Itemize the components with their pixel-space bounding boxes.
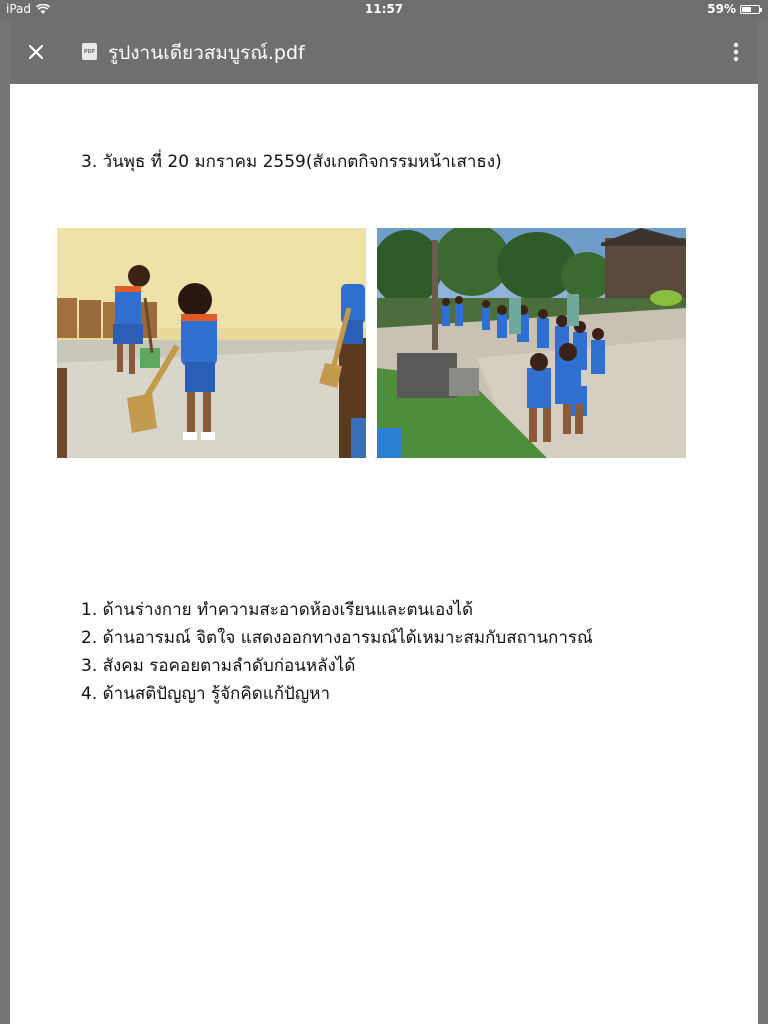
photo-children-line xyxy=(377,228,686,458)
page-heading: 3. วันพุธ ที่ 20 มกราคม 2559(สังเกตกิจกรรมหน้าเสาธง) xyxy=(81,152,502,172)
device-name: iPad xyxy=(6,2,32,16)
battery-icon xyxy=(740,5,760,14)
pdf-toolbar xyxy=(10,20,758,84)
list-item: 4. ด้านสติปัญญา รู้จักคิดแก้ปัญหา xyxy=(81,684,331,704)
list-item: 3. สังคม รอคอยตามลำดับก่อนหลังได้ xyxy=(81,656,356,676)
status-time: 11:57 xyxy=(364,2,404,16)
more-options-button[interactable] xyxy=(724,36,748,68)
file-title: รูปงานเดียวสมบูรณ์.pdf xyxy=(108,42,305,64)
photo-children-sweeping xyxy=(57,228,366,458)
list-item: 1. ด้านร่างกาย ทำความสะอาดห้องเรียนและตนเองได้ xyxy=(81,600,474,620)
outcomes-list xyxy=(81,596,593,708)
close-icon xyxy=(28,44,44,60)
battery-percent: 59% xyxy=(707,2,736,16)
status-bar xyxy=(0,0,768,20)
status-right xyxy=(707,2,760,16)
list-item: 2. ด้านอารมณ์ จิตใจ แสดงออกทางอารมณ์ได้เหมาะสมกับสถานการณ์ xyxy=(81,628,593,648)
more-vert-icon xyxy=(733,42,739,62)
pdf-file-icon: PDF xyxy=(82,43,97,60)
pdf-page xyxy=(10,84,758,1024)
close-button[interactable] xyxy=(20,36,52,68)
battery-fill xyxy=(742,7,751,12)
